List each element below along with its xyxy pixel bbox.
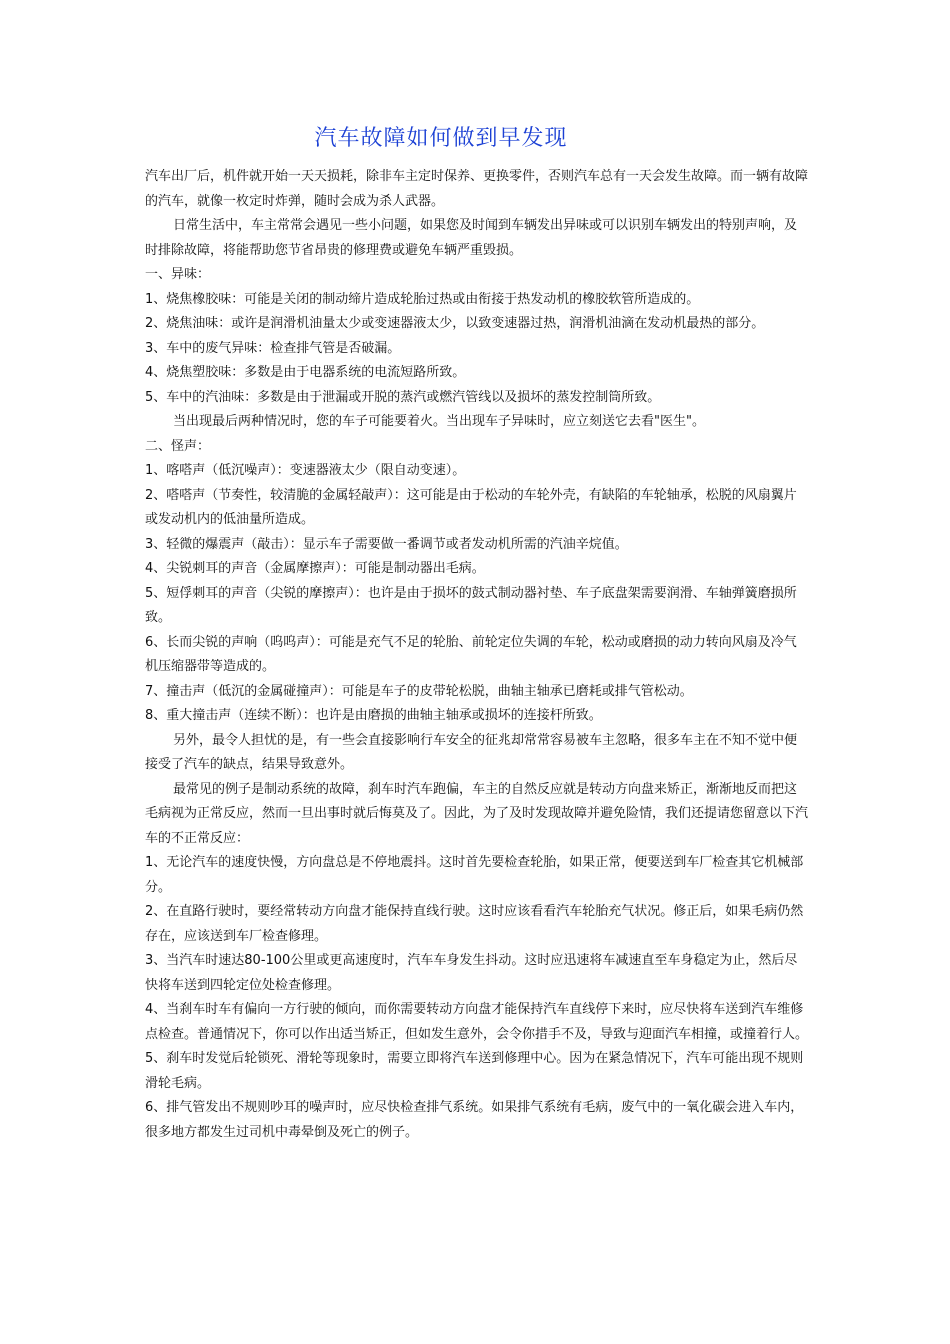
paragraph: 5、短俘刺耳的声音（尖锐的摩擦声）：也许是由于损坏的鼓式制动器衬垫、车子底盘架需要润滑、车轴弹簧磨损所致。 [145, 585, 797, 625]
paragraph: 1、无论汽车的速度快慢，方向盘总是不停地震抖。这时首先要检查轮胎，如果正常，便要送到车厂检查其它机械部分。 [145, 855, 804, 895]
paragraph: 6、长而尖锐的声响（呜呜声）：可能是充气不足的轮胎、前轮定位失调的车轮，松动或磨损的动力转向风扇及冷气机压缩器带等造成的。 [145, 634, 797, 674]
paragraph: 2、烧焦油味：或许是润滑机油量太少或变速器液太少，以致变速器过热，润滑机油滴在发动机最热的部分。 [145, 316, 765, 331]
paragraph: 3、当汽车时速达80-100公里或更高速度时，汽车车身发生抖动。这时应迅速将车减速直至车身稳定为止，然后尽快将车送到四轮定位处检查修理。 [145, 953, 798, 993]
paragraph: 日常生活中，车主常常会遇见一些小问题，如果您及时闻到车辆发出异味或可以识别车辆发出的特别声响，及时排除故障，将能帮助您节省昂贵的修理费或避免车辆严重毁损。 [145, 218, 798, 258]
document-body [145, 165, 809, 1145]
paragraph: 2、嗒嗒声（节奏性，较清脆的金属轻敲声）：这可能是由于松动的车轮外壳，有缺陷的车轮轴承，松脱的风扇翼片或发动机内的低油量所造成。 [145, 487, 797, 527]
paragraph: 3、轻微的爆震声（敲击）：显示车子需要做一番调节或者发动机所需的汽油辛烷值。 [145, 536, 628, 552]
paragraph: 6、排气管发出不规则吵耳的噪声时，应尽快检查排气系统。如果排气系统有毛病，废气中的一氧化碳会进入车内，很多地方都发生过司机中毒晕倒及死亡的例子。 [145, 1100, 804, 1140]
paragraph: 当出现最后两种情况时，您的车子可能要着火。当出现车子异味时，应立刻送它去看"医生"。 [173, 414, 705, 429]
paragraph: 3、车中的废气异味：检查排气管是否破漏。 [145, 340, 401, 356]
paragraph: 最常见的例子是制动系统的故障，刹车时汽车跑偏，车主的自然反应就是转动方向盘来矫正，渐渐地反而把这毛病视为正常反应，然而一旦出事时就后悔莫及了。因此，为了及时发现故障并避免险情，我们还提请您留意以下汽车的不正常反应： [145, 781, 809, 846]
paragraph: 4、烧焦塑胶味：多数是由于电器系统的电流短路所致。 [145, 365, 466, 380]
paragraph: 一、异味： [145, 267, 211, 282]
paragraph: 另外，最令人担忧的是，有一些会直接影响行车安全的征兆却常常容易被车主忽略，很多车主在不知不觉中便接受了汽车的缺点，结果导致意外。 [145, 732, 798, 772]
paragraph: 8、重大撞击声（连续不断）：也许是由磨损的曲轴主轴承或损坏的连接杆所致。 [145, 708, 602, 723]
paragraph: 汽车出厂后，机件就开始一天天损耗，除非车主定时保养、更换零件，否则汽车总有一天会发生故障。而一辆有故障的汽车，就像一枚定时炸弹，随时会成为杀人武器。 [145, 169, 809, 209]
paragraph: 4、当刹车时车有偏向一方行驶的倾向，而你需要转动方向盘才能保持汽车直线停下来时，应尽快将车送到汽车维修点检查。普通情况下，你可以作出适当矫正，但如发生意外，会令你措手不及，导致与迎面汽车相撞，或撞着行人。 [145, 1002, 809, 1042]
paragraph: 1、喀嗒声（低沉噪声）：变速器液太少（限自动变速）。 [145, 463, 466, 478]
paragraph: 4、尖锐刺耳的声音（金属摩擦声）：可能是制动器出毛病。 [145, 561, 485, 576]
paragraph: 5、刹车时发觉后轮锁死、滑轮等现象时，需要立即将汽车送到修理中心。因为在紧急情况下，汽车可能出现不规则滑轮毛病。 [145, 1051, 804, 1091]
paragraph: 7、撞击声（低沉的金属碰撞声）：可能是车子的皮带轮松脱，曲轴主轴承已磨耗或排气管松动。 [145, 683, 693, 699]
paragraph: 二、怪声： [145, 438, 211, 454]
paragraph: 1、烧焦橡胶味：可能是关闭的制动缔片造成轮胎过热或由衔接于热发动机的橡胶软管所造成的。 [145, 291, 700, 307]
paragraph: 2、在直路行驶时，要经常转动方向盘才能保持直线行驶。这时应该看看汽车轮胎充气状况。修正后，如果毛病仍然存在，应该送到车厂检查修理。 [145, 904, 804, 944]
page-title: 汽车故障如何做到早发现 [314, 126, 568, 151]
paragraph: 5、车中的汽油味：多数是由于泄漏或开脱的蒸汽或燃汽管线以及损坏的蒸发控制筒所致。 [145, 389, 661, 405]
